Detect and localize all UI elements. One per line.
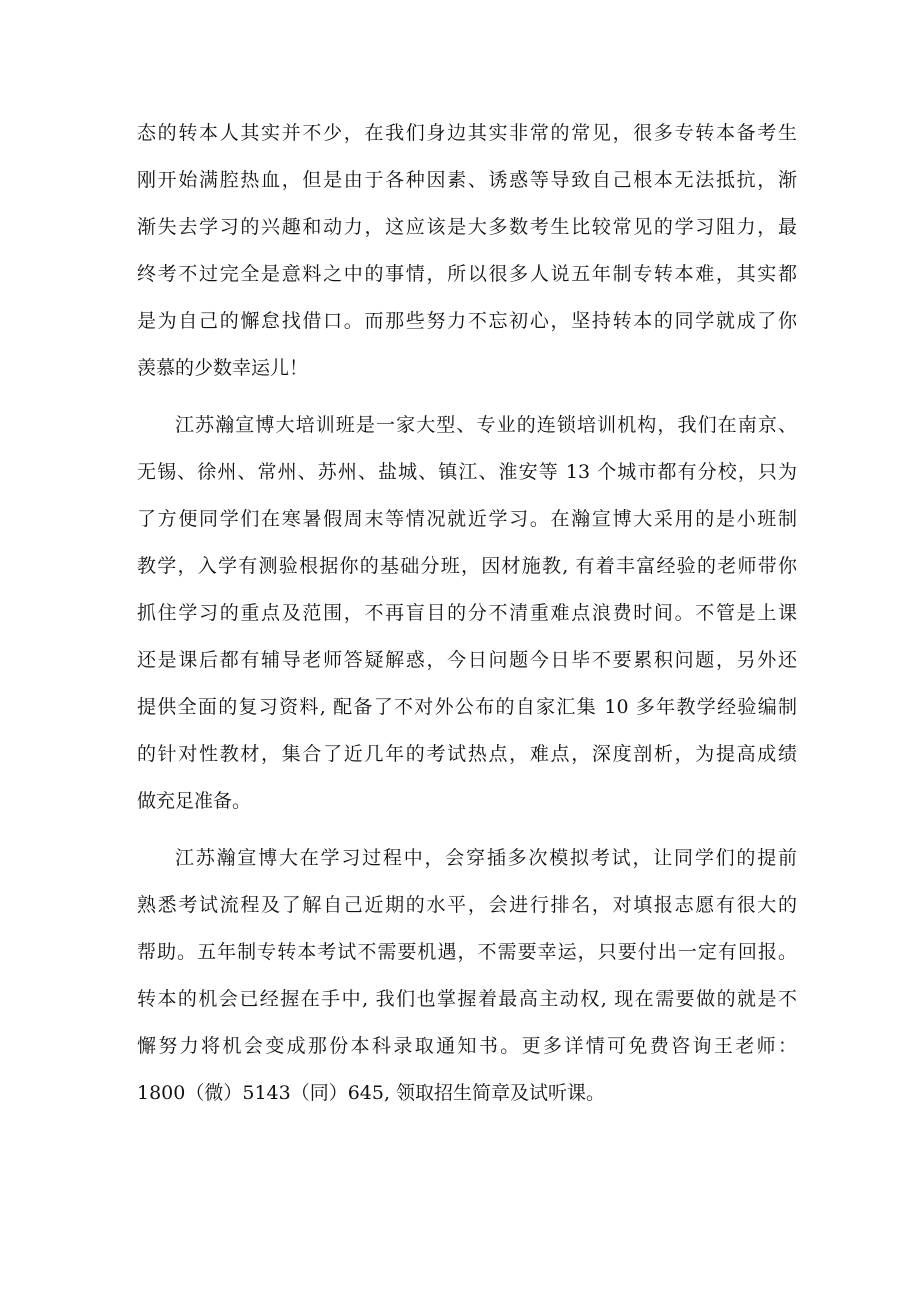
text-line: 帮助。五年制专转本考试不需要机遇，不需要幸运，只要付出一定有回报。: [137, 941, 797, 963]
text-line: 转本的机会已经握在手中, 我们也掌握着最高主动权, 现在需要做的就是不: [137, 988, 797, 1010]
text-line: 还是课后都有辅导老师答疑解惑，今日问题今日毕不要累积问题，另外还: [137, 649, 797, 671]
text-line: 做充足准备。: [137, 790, 252, 812]
paragraph-3: [137, 835, 797, 1117]
paragraph-2: [137, 402, 797, 825]
text-line: 是为自己的懈怠找借口。而那些努力不忘初心，坚持转本的同学就成了你: [137, 310, 797, 332]
text-line: 羡慕的少数幸运儿！: [137, 357, 309, 379]
text-line: 渐失去学习的兴趣和动力，这应该是大多数考生比较常见的学习阻力，最: [137, 216, 797, 238]
text-line: 抓住学习的重点及范围，不再盲目的分不清重难点浪费时间。不管是上课: [137, 602, 797, 624]
text-line: 提供全面的复习资料, 配备了不对外公布的自家汇集 10 多年教学经验编制: [137, 696, 797, 718]
text-line: 态的转本人其实并不少，在我们身边其实非常的常见，很多专转本备考生: [137, 122, 797, 144]
text-line: 的针对性教材，集合了近几年的考试热点，难点，深度剖析，为提高成绩: [137, 743, 797, 765]
text-line: 了方便同学们在寒暑假周末等情况就近学习。在瀚宣博大采用的是小班制: [137, 508, 797, 530]
text-line: 江苏瀚宣博大在学习过程中，会穿插多次模拟考试，让同学们的提前: [175, 847, 797, 869]
text-line: 刚开始满腔热血，但是由于各种因素、诱惑等导致自己根本无法抵抗，渐: [137, 169, 797, 191]
text-line: 江苏瀚宣博大培训班是一家大型、专业的连锁培训机构，我们在南京、: [175, 414, 797, 436]
text-line: 熟悉考试流程及了解自己近期的水平，会进行排名，对填报志愿有很大的: [137, 894, 797, 916]
text-line: 1800（微）5143（同）645, 领取招生简章及试听课。: [137, 1082, 606, 1104]
paragraph-gap: [137, 825, 797, 835]
document-body: [137, 110, 797, 1117]
text-line: 懈努力将机会变成那份本科录取通知书。更多详情可免费咨询王老师：: [137, 1035, 797, 1057]
paragraph-1: [137, 110, 797, 392]
text-line: 无锡、徐州、常州、苏州、盐城、镇江、淮安等 13 个城市都有分校，只为: [137, 461, 797, 483]
text-line: 教学，入学有测验根据你的基础分班，因材施教, 有着丰富经验的老师带你: [137, 555, 797, 577]
text-line: 终考不过完全是意料之中的事情，所以很多人说五年制专转本难，其实都: [137, 263, 797, 285]
paragraph-gap: [137, 392, 797, 402]
